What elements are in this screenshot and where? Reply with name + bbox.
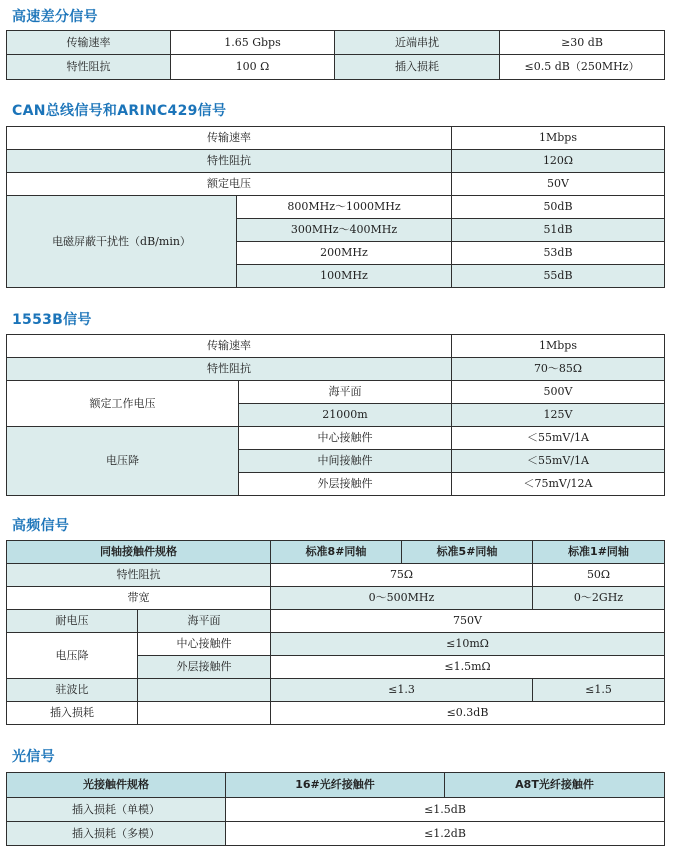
opt-il-sm-label: 插入损耗（单模） bbox=[7, 798, 226, 822]
hf-vd-outer-value: ≤1.5mΩ bbox=[271, 656, 665, 679]
hs-rate-value: 1.65 Gbps bbox=[171, 31, 335, 55]
can-emi-value: 51dB bbox=[452, 219, 665, 242]
can-volt-value: 50V bbox=[452, 173, 665, 196]
hf-vd-center: 中心接触件 bbox=[138, 633, 271, 656]
hf-imp-1: 50Ω bbox=[533, 564, 665, 587]
can-imp-label: 特性阻抗 bbox=[7, 150, 452, 173]
hf-vd-outer: 外层接触件 bbox=[138, 656, 271, 679]
b1553-wv-value: 125V bbox=[452, 404, 665, 427]
can-emi-freq: 300MHz～400MHz bbox=[237, 219, 452, 242]
section-title-high-speed: 高速差分信号 bbox=[12, 9, 98, 25]
hf-vd-label: 电压降 bbox=[7, 633, 138, 679]
hf-wv-label: 耐电压 bbox=[7, 610, 138, 633]
can-emi-value: 55dB bbox=[452, 265, 665, 288]
hf-bw-85: 0～500MHz bbox=[271, 587, 533, 610]
hf-vswr-1: ≤1.5 bbox=[533, 679, 665, 702]
section-title-1553b: 1553B信号 bbox=[12, 312, 92, 328]
hf-vswr-label: 驻波比 bbox=[7, 679, 138, 702]
hf-vswr-85: ≤1.3 bbox=[271, 679, 533, 702]
b1553-wv-cond: 海平面 bbox=[239, 381, 452, 404]
can-emi-freq: 100MHz bbox=[237, 265, 452, 288]
table-1553b bbox=[6, 334, 665, 496]
hf-bw-1: 0～2GHz bbox=[533, 587, 665, 610]
hf-header-8: 标准8#同轴 bbox=[271, 541, 402, 564]
b1553-vd-value: ＜55mV/1A bbox=[452, 427, 665, 450]
hf-vd-center-value: ≤10mΩ bbox=[271, 633, 665, 656]
section-title-high-frequency: 高频信号 bbox=[12, 518, 70, 534]
hs-il-label: 插入损耗 bbox=[335, 55, 500, 80]
b1553-wv-value: 500V bbox=[452, 381, 665, 404]
can-emi-freq: 800MHz～1000MHz bbox=[237, 196, 452, 219]
opt-header-16: 16#光纤接触件 bbox=[226, 773, 445, 798]
section-title-can: CAN总线信号和ARINC429信号 bbox=[12, 103, 227, 119]
can-imp-value: 120Ω bbox=[452, 150, 665, 173]
opt-header-a8t: A8T光纤接触件 bbox=[445, 773, 665, 798]
hf-bw-label: 带宽 bbox=[7, 587, 271, 610]
table-high-frequency bbox=[6, 540, 665, 725]
hf-wv-cond: 海平面 bbox=[138, 610, 271, 633]
can-emi-value: 53dB bbox=[452, 242, 665, 265]
b1553-rate-value: 1Mbps bbox=[452, 335, 665, 358]
b1553-wv-cond: 21000m bbox=[239, 404, 452, 427]
b1553-wv-label: 额定工作电压 bbox=[7, 381, 239, 427]
b1553-rate-label: 传输速率 bbox=[7, 335, 452, 358]
hs-xtalk-label: 近端串扰 bbox=[335, 31, 500, 55]
opt-il-mm-value: ≤1.2dB bbox=[226, 822, 665, 846]
hf-il-label: 插入损耗 bbox=[7, 702, 138, 725]
hs-rate-label: 传输速率 bbox=[7, 31, 171, 55]
can-emi-value: 50dB bbox=[452, 196, 665, 219]
hf-imp-85: 75Ω bbox=[271, 564, 533, 587]
hs-imp-value: 100 Ω bbox=[171, 55, 335, 80]
b1553-vd-cond: 中间接触件 bbox=[239, 450, 452, 473]
section-title-optical: 光信号 bbox=[12, 749, 55, 765]
b1553-vd-label: 电压降 bbox=[7, 427, 239, 496]
hs-xtalk-value: ≥30 dB bbox=[500, 31, 665, 55]
hf-header-1: 标准1#同轴 bbox=[533, 541, 665, 564]
table-can bbox=[6, 126, 665, 288]
b1553-imp-label: 特性阻抗 bbox=[7, 358, 452, 381]
can-emi-freq: 200MHz bbox=[237, 242, 452, 265]
b1553-vd-value: ＜55mV/1A bbox=[452, 450, 665, 473]
table-optical bbox=[6, 772, 665, 846]
hf-header-spec: 同轴接触件规格 bbox=[7, 541, 271, 564]
opt-header-spec: 光接触件规格 bbox=[7, 773, 226, 798]
opt-il-mm-label: 插入损耗（多模） bbox=[7, 822, 226, 846]
can-rate-label: 传输速率 bbox=[7, 127, 452, 150]
hf-wv-value: 750V bbox=[271, 610, 665, 633]
b1553-vd-cond: 中心接触件 bbox=[239, 427, 452, 450]
opt-il-sm-value: ≤1.5dB bbox=[226, 798, 665, 822]
b1553-vd-value: ＜75mV/12A bbox=[452, 473, 665, 496]
hs-imp-label: 特性阻抗 bbox=[7, 55, 171, 80]
hf-imp-label: 特性阻抗 bbox=[7, 564, 271, 587]
hs-il-value: ≤0.5 dB（250MHz） bbox=[500, 55, 665, 80]
hf-il-blank bbox=[138, 702, 271, 725]
table-high-speed bbox=[6, 30, 665, 80]
b1553-imp-value: 70～85Ω bbox=[452, 358, 665, 381]
b1553-vd-cond: 外层接触件 bbox=[239, 473, 452, 496]
can-emi-label: 电磁屏蔽干扰性（dB/min） bbox=[7, 196, 237, 288]
hf-il-value: ≤0.3dB bbox=[271, 702, 665, 725]
hf-header-5: 标准5#同轴 bbox=[402, 541, 533, 564]
can-volt-label: 额定电压 bbox=[7, 173, 452, 196]
hf-vswr-blank bbox=[138, 679, 271, 702]
can-rate-value: 1Mbps bbox=[452, 127, 665, 150]
